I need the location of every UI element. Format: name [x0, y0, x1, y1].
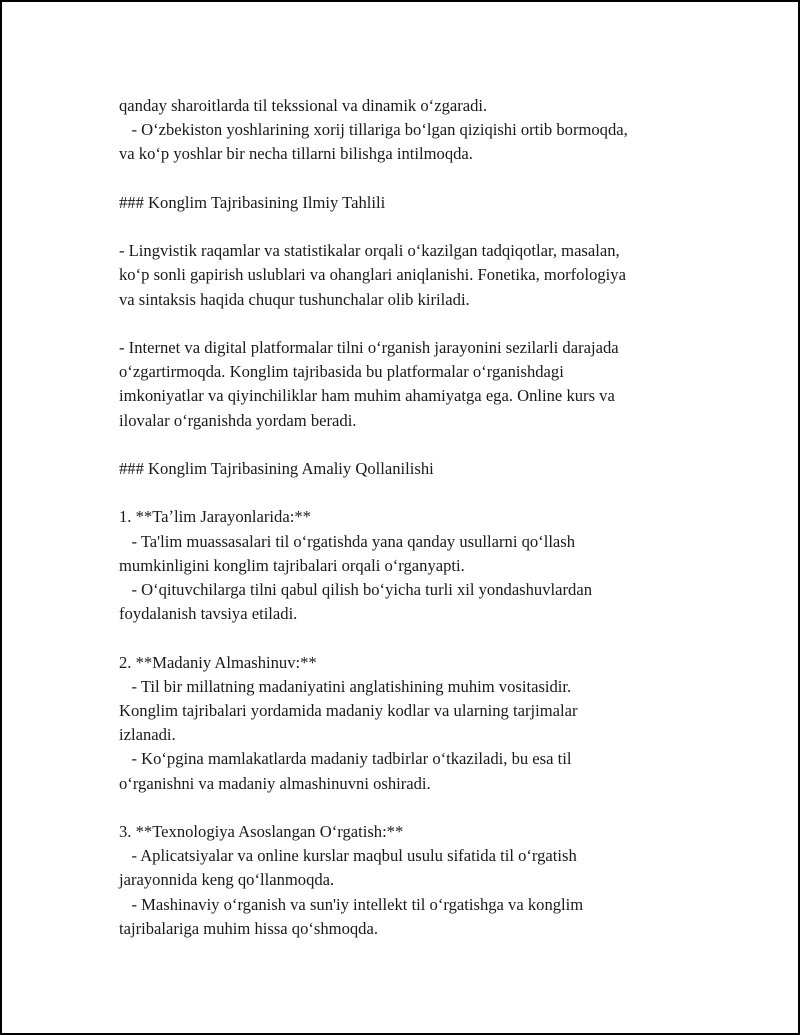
- text-line: jarayonnida keng qoʻllanmoqda.: [119, 870, 335, 890]
- list-item-texnologiya: [119, 820, 679, 941]
- text-line: - Til bir millatning madaniyatini anglatishining muhim vositasidir.: [119, 676, 572, 696]
- document-body: [119, 94, 679, 941]
- text-line: - Mashinaviy oʻrganish va sun'iy intellekt til oʻrgatishga va konglim: [119, 894, 584, 914]
- heading-text: ### Konglim Tajribasining Ilmiy Tahlili: [119, 192, 386, 212]
- section-heading-amaliy: [119, 457, 679, 481]
- text-line: imkoniyatlar va qiyinchiliklar ham muhim ahamiyatga ega. Online kurs va: [119, 386, 615, 406]
- text-line: 1. **Taʼlim Jarayonlarida:**: [119, 507, 311, 527]
- text-line: oʻzgartirmoqda. Konglim tajribasida bu platformalar oʻrganishdagi: [119, 362, 564, 382]
- text-line: - Koʻpgina mamlakatlarda madaniy tadbirlar oʻtkaziladi, bu esa til: [119, 749, 572, 769]
- text-line: va koʻp yoshlar bir necha tillarni bilishga intilmoqda.: [119, 144, 473, 164]
- paragraph-internet: [119, 336, 679, 433]
- text-line: 3. **Texnologiya Asoslangan Oʻrgatish:**: [119, 821, 404, 841]
- text-line: - Oʻqituvchilarga tilni qabul qilish boʻyicha turli xil yondashuvlardan: [119, 579, 592, 599]
- text-line: va sintaksis haqida chuqur tushunchalar olib kiriladi.: [119, 289, 470, 309]
- text-line: - Lingvistik raqamlar va statistikalar orqali oʻkazilgan tadqiqotlar, masalan,: [119, 241, 620, 261]
- section-heading-ilmiy-tahlil: [119, 191, 679, 215]
- paragraph-lingvistik: [119, 239, 679, 312]
- text-line: oʻrganishni va madaniy almashinuvni oshiradi.: [119, 773, 431, 793]
- text-line: ilovalar oʻrganishda yordam beradi.: [119, 410, 357, 430]
- text-line: - Aplicatsiyalar va online kurslar maqbul usulu sifatida til oʻrgatish: [119, 846, 577, 866]
- list-item-madaniy: [119, 651, 679, 796]
- text-line: qanday sharoitlarda til tekssional va dinamik oʻzgaradi.: [119, 96, 488, 115]
- text-line: izlanadi.: [119, 725, 176, 745]
- text-line: 2. **Madaniy Almashinuv:**: [119, 652, 317, 672]
- text-line: foydalanish tavsiya etiladi.: [119, 604, 298, 624]
- text-line: - Ta'lim muassasalari til oʻrgatishda yana qanday usullarni qoʻllash: [119, 531, 576, 551]
- text-line: koʻp sonli gapirish uslublari va ohanglari aniqlanishi. Fonetika, morfologiya: [119, 265, 626, 285]
- paragraph-intro-continuation: [119, 94, 679, 167]
- text-line: mumkinligini konglim tajribalari orqali oʻrganyapti.: [119, 555, 465, 575]
- text-line: - Internet va digital platformalar tilni oʻrganish jarayonini sezilarli darajada: [119, 337, 619, 357]
- text-line: tajribalariga muhim hissa qoʻshmoqda.: [119, 918, 378, 938]
- text-line: Konglim tajribalari yordamida madaniy kodlar va ularning tarjimalar: [119, 700, 578, 720]
- list-item-talim: [119, 505, 679, 626]
- heading-text: ### Konglim Tajribasining Amaliy Qollanilishi: [119, 458, 434, 478]
- text-line: - Oʻzbekiston yoshlarining xorij tillariga boʻlgan qiziqishi ortib bormoqda,: [119, 120, 628, 140]
